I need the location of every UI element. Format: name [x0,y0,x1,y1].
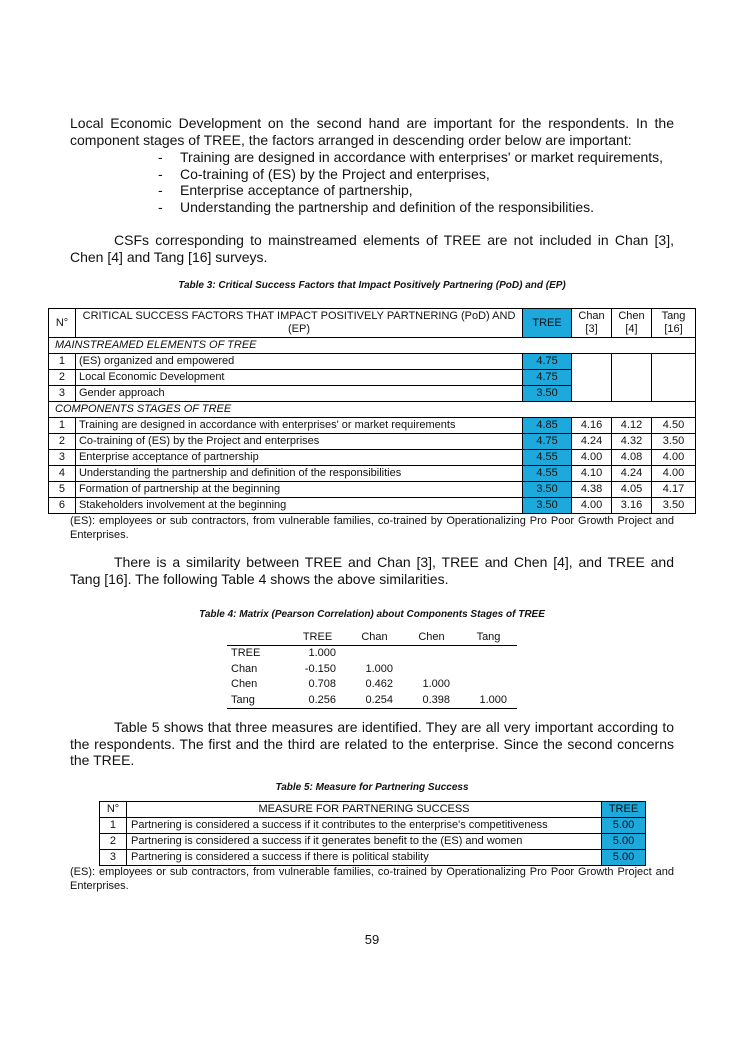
section-mainstreamed: MAINSTREAMED ELEMENTS OF TREE [49,338,696,354]
table3-footnote: (ES): employees or sub contractors, from vulnerable families, co-trained by Operationalizing Pro Poor Growth Project and Enterprises. [70,515,674,541]
empty-cell [612,354,652,402]
bullet-item: - Enterprise acceptance of partnership, [158,182,413,198]
table3-caption: Table 3: Critical Success Factors that Impact Positively Partnering (PoD) and (EP) [178,280,566,291]
table-row: 3 Gender approach 3.50 [49,386,696,402]
table4-header-row: TREE Chan Chen Tang [227,629,517,645]
header-tang: Tang [16] [651,309,695,338]
header-tree: TREE [523,309,572,338]
table-row: 1 Partnering is considered a success if it contributes to the enterprise's competitiveness 5.00 [100,818,646,834]
table4-caption: Table 4: Matrix (Pearson Correlation) about Components Stages of TREE [199,609,545,620]
table-row: Tang 0.256 0.254 0.398 1.000 [227,692,517,708]
similarity-paragraph: There is a similarity between TREE and Chan [3], TREE and Chen [4], and TREE and Tang [16]. The following Table 4 shows the above similarities. [70,554,674,587]
empty-cell [572,354,612,402]
table-row: 1 (ES) organized and empowered 4.75 [49,354,696,370]
measures-paragraph: Table 5 shows that three measures are identified. They are all very important according to the respondents. The first and the third are related to the enterprise. Since the second concerns the TREE. [70,719,674,768]
table5-header-row: N° MEASURE FOR PARTNERING SUCCESS TREE [100,802,646,818]
section-row [49,402,696,418]
table-row: Chen 0.708 0.462 1.000 [231,678,450,691]
bullet-item: - Understanding the partnership and definition of the responsibilities. [158,198,595,215]
bullet-item: - Co-training of (ES) by the Project and enterprises, [158,165,490,182]
table-row: 2 Co-training of (ES) by the Project and enterprises 4.75 4.24 4.32 3.50 [49,434,696,450]
table-row: 5 Formation of partnership at the beginning 3.50 4.38 4.05 4.17 [49,482,696,498]
factor-bullet-list [158,149,674,215]
intro-paragraph: Local Economic Development on the second hand are important for the respondents. In the component stages of TREE, the factors arranged in descending order below are important: [70,115,674,148]
csf-paragraph: CSFs corresponding to mainstreamed elements of TREE are not included in Chan [3], Chen [4] and Tang [16] surveys. [70,232,674,265]
pearson-correlation-table [227,629,517,709]
partnering-success-table [99,801,646,866]
table5-footnote: (ES): employees or sub contractors, from vulnerable families, co-trained by Operationalizing Pro Poor Growth Project and Enterprises. [70,866,674,892]
table-row: 3 Enterprise acceptance of partnership 4.55 4.00 4.08 4.00 [49,450,696,466]
header-num: N° [49,309,76,338]
section-components: COMPONENTS STAGES OF TREE [49,402,696,418]
table-row: 2 Partnering is considered a success if it generates benefit to the (ES) and women 5.00 [100,834,646,850]
empty-cell [651,354,695,402]
table5-caption: Table 5: Measure for Partnering Success [275,782,469,793]
table3-header-row [49,309,696,338]
bullet-item: - Training are designed in accordance with enterprises' or market requirements, [158,149,664,165]
table-row: 2 Local Economic Development 4.75 [49,370,696,386]
header-chen: Chen [4] [612,309,652,338]
header-chan: Chan [3] [572,309,612,338]
critical-success-factors-table [48,308,696,514]
page-number: 59 [364,932,380,947]
table-row: 4 Understanding the partnership and definition of the responsibilities 4.55 4.10 4.24 4.00 [49,466,696,482]
header-factor: CRITICAL SUCCESS FACTORS THAT IMPACT POSITIVELY PARTNERING (PoD) AND (EP) [75,309,522,338]
table-row: 1 Training are designed in accordance with enterprises' or market requirements 4.85 4.16 4.12 4.50 [49,418,696,434]
table-row: Chan -0.150 1.000 [231,662,393,675]
section-row [49,338,696,354]
table-row: 3 Partnering is considered a success if there is political stability 5.00 [100,850,646,866]
table-row: 6 Stakeholders involvement at the beginning 3.50 4.00 3.16 3.50 [49,498,696,514]
table-row: TREE 1.000 [231,647,336,660]
